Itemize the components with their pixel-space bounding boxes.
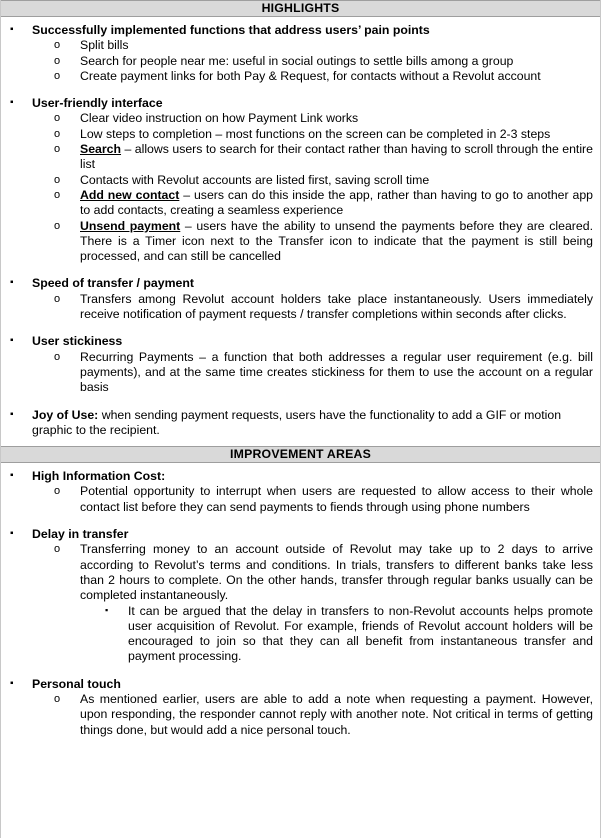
bullet-circle-icon: o xyxy=(54,692,61,705)
bullet-circle-icon: o xyxy=(54,350,61,363)
item-title: Speed of transfer / payment xyxy=(32,276,194,291)
sub-item: o Transfers among Revolut account holders take place instantaneously. Users immediately receive notification of payment requests / transfer completions within seconds after clicks. xyxy=(54,291,593,322)
sub-item: o Transferring money to an account outside of Revolut may take up to 2 days to arrive according to Revolut’s terms and conditions. In trials, transfers to different banks take less than 2 hours to complete. On the other hands, transfer through regular banks usually can be completed instantaneously. ▪ It can be argued that the delay in transfers to non-Revolut accounts helps promote user acquisition of Revolut. For example, friends of Revolut account holders will be encouraged to join so that they can all benefit from instantaneous transfer and payment processing. xyxy=(54,542,593,664)
sub-item: o Recurring Payments – a function that both addresses a regular user requirement (e.g. bill payments), and at the same time creates stickiness for them to use the account on a regular basis xyxy=(54,349,593,395)
sub-item: o Unsend payment – users have the ability to unsend the payments before they are cleared. There is a Timer icon next to the Transfer icon to indicate that the payment is still being processed, and can still be cancelled xyxy=(54,218,593,264)
list-item xyxy=(1,334,593,395)
sub-item: o Add new contact – users can do this inside the app, rather than having to go to another app to add contacts, creating a seamless experience xyxy=(54,187,594,218)
sub-item: o Potential opportunity to interrupt when users are requested to allow access to their whole contact list before they can send payments to fiends through using phone numbers xyxy=(54,484,593,514)
lead-term: Search xyxy=(80,142,122,157)
list-item xyxy=(1,96,593,264)
item-title: Successfully implemented functions that address users’ pain points xyxy=(32,23,430,37)
item-paragraph: Joy of Use: when sending payment requests, users have the functionality to add a GIF or motion graphic to the recipient. xyxy=(32,407,562,437)
sub-item: o Create payment links for both Pay & Request, for contacts without a Revolut account xyxy=(54,68,541,83)
bullet-circle-icon: o xyxy=(54,292,61,305)
sub-item: o As mentioned earlier, users are able to add a note when requesting a payment. However, upon responding, the responder cannot reply with another note. Not critical in terms of getting things done, but would add a nice personal touch. xyxy=(54,691,593,737)
sub-sub-item: ▪ It can be argued that the delay in transfers to non-Revolut accounts helps promote user acquisition of Revolut. For example, friends of Revolut account holders will be encouraged to join so that they can all benefit from instantaneous transfer and payment processing. xyxy=(105,603,593,664)
bullet-square-icon: ▪ xyxy=(105,604,109,615)
list-item xyxy=(1,23,593,84)
bullet-circle-icon: o xyxy=(54,112,61,125)
bullet-circle-icon: o xyxy=(54,127,61,140)
list-item xyxy=(1,469,593,515)
item-title: Personal touch xyxy=(32,676,121,691)
bullet-circle-icon: o xyxy=(54,219,61,232)
bullet-circle-icon: o xyxy=(54,143,61,156)
improvement-areas-header: IMPROVEMENT AREAS xyxy=(1,446,600,463)
improvement-areas-section xyxy=(1,463,600,738)
bullet-circle-icon: o xyxy=(54,485,61,498)
bullet-square-icon: ▪ xyxy=(10,408,14,420)
sub-item: o Contacts with Revolut accounts are listed first, saving scroll time xyxy=(54,172,430,187)
item-title: High Information Cost: xyxy=(32,469,166,484)
list-item xyxy=(1,276,593,322)
highlights-section xyxy=(1,17,600,438)
lead-term: Add new contact xyxy=(80,187,180,202)
bullet-square-icon: ▪ xyxy=(10,528,14,540)
sub-item: o Search for people near me: useful in social outings to settle bills among a group xyxy=(54,53,514,68)
bullet-circle-icon: o xyxy=(54,54,61,67)
item-title: Joy of Use: xyxy=(32,407,99,422)
bullet-square-icon: ▪ xyxy=(10,677,14,689)
sub-item: o Clear video instruction on how Payment Link works xyxy=(54,111,359,126)
bullet-square-icon: ▪ xyxy=(10,24,14,35)
item-title: User-friendly interface xyxy=(32,96,163,111)
bullet-circle-icon: o xyxy=(54,543,61,556)
lead-term: Unsend payment xyxy=(80,218,181,233)
list-item xyxy=(1,527,593,665)
bullet-square-icon: ▪ xyxy=(10,470,14,482)
bullet-square-icon: ▪ xyxy=(10,277,14,289)
bullet-circle-icon: o xyxy=(54,188,61,201)
bullet-circle-icon: o xyxy=(54,173,61,186)
bullet-square-icon: ▪ xyxy=(10,335,14,347)
bullet-circle-icon: o xyxy=(54,39,61,52)
list-item xyxy=(1,677,593,738)
item-title: Delay in transfer xyxy=(32,527,129,542)
bullet-circle-icon: o xyxy=(54,69,61,82)
sub-item: o Split bills xyxy=(54,38,129,53)
sub-item: o Low steps to completion – most functions on the screen can be completed in 2-3 steps xyxy=(54,126,551,141)
list-item xyxy=(1,408,593,439)
item-title: User stickiness xyxy=(32,334,123,349)
bullet-square-icon: ▪ xyxy=(10,97,14,109)
highlights-header: HIGHLIGHTS xyxy=(1,0,600,17)
sub-item: o Search – allows users to search for their contact rather than having to scroll through the entire list xyxy=(54,142,593,172)
